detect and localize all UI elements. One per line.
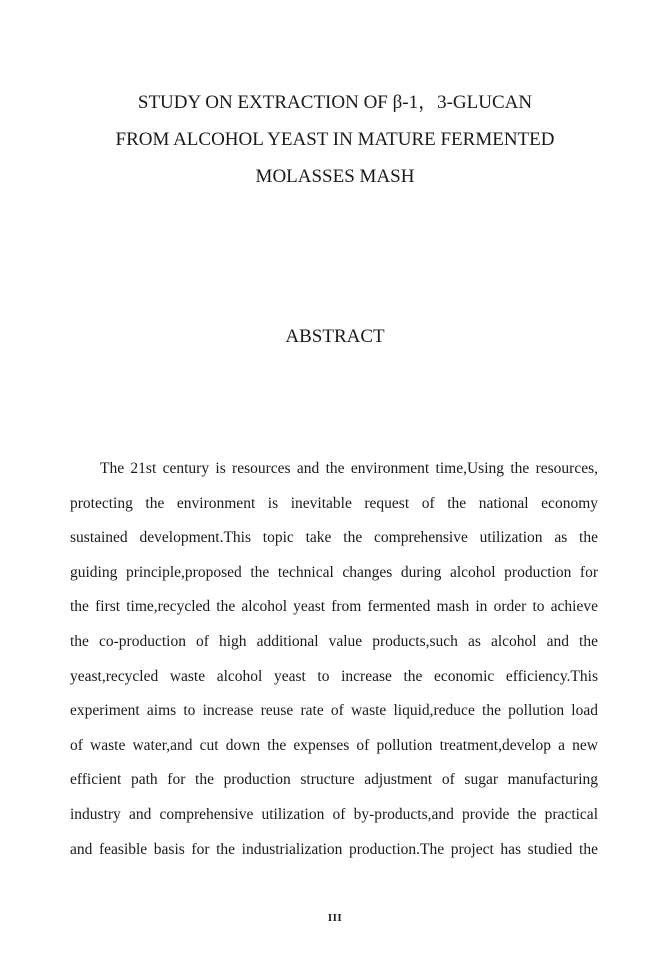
abstract-heading: ABSTRACT [285, 326, 385, 347]
page-number: III [327, 912, 343, 924]
title-line-3: MOLASSES MASH [255, 166, 415, 187]
abstract-line: experiment aims to increase reuse rate of waste liquid,reduce the pollution load [70, 702, 598, 720]
abstract-line: The 21st century is resources and the environment time,Using the resources, [100, 460, 598, 477]
abstract-line: of waste water,and cut down the expenses of pollution treatment,develop a new [70, 736, 598, 754]
abstract-line: protecting the environment is inevitable request of the national economy [70, 494, 598, 512]
abstract-line: sustained development.This topic take the comprehensive utilization as the [70, 529, 598, 547]
abstract-line: industry and comprehensive utilization of by-products,and provide the practical [70, 805, 598, 823]
paper-title [0, 84, 670, 195]
abstract-line: guiding principle,proposed the technical changes during alcohol production for [70, 563, 598, 581]
abstract-line: the first time,recycled the alcohol yeast from fermented mash in order to achieve [70, 598, 598, 616]
abstract-body [70, 452, 598, 867]
title-line-1: STUDY ON EXTRACTION OF β-1，3-GLUCAN [137, 92, 533, 113]
abstract-line: yeast,recycled waste alcohol yeast to increase the economic efficiency.This [70, 667, 598, 685]
abstract-line: efficient path for the production structure adjustment of sugar manufacturing [70, 771, 598, 789]
abstract-line: the co-production of high additional value products,such as alcohol and the [70, 632, 598, 650]
abstract-line: and feasible basis for the industrialization production.The project has studied the [70, 840, 598, 858]
title-line-2: FROM ALCOHOL YEAST IN MATURE FERMENTED [115, 129, 555, 150]
